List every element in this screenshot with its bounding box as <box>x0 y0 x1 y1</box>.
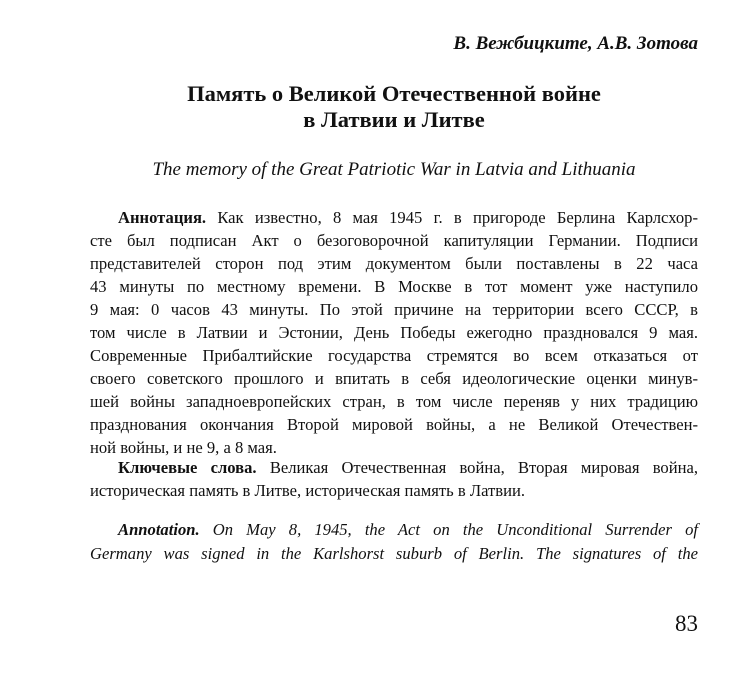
page-number: 83 <box>675 611 698 636</box>
abstract-russian-line: представителей сторон под этим документом были поставлены в 22 часа <box>90 254 698 273</box>
journal-page <box>90 0 698 684</box>
abstract-russian-line: шей войны западноевропейских стран, в том числе переняв у них традицию <box>90 392 698 411</box>
article-title <box>90 81 698 133</box>
abstract-russian-line: 43 минуты по местному времени. В Москве в тот момент уже наступило <box>90 277 698 296</box>
abstract-english-label: Annotation. <box>118 520 200 539</box>
abstract-russian-line: своего советского прошлого и впитать в себя идеологические оценки минув- <box>90 369 698 388</box>
keywords-first-line-text: Великая Отечественная война, Вторая мировая война, <box>256 458 698 477</box>
article-title-line-2: в Латвии и Литве <box>303 107 485 132</box>
abstract-russian-line: сте был подписан Акт о безоговорочной капитуляции Германии. Подписи <box>90 231 698 250</box>
abstract-russian-line: том числе в Латвии и Эстонии, День Победы ежегодно праздновался 9 мая. <box>90 323 698 342</box>
keywords-line: историческая память в Литве, историческая память в Латвии. <box>90 481 526 500</box>
keywords-line <box>90 456 698 479</box>
abstract-russian-line: ной войны, и не 9, а 8 мая. <box>90 438 277 457</box>
keywords-paragraph <box>90 456 698 502</box>
abstract-english-line: Germany was signed in the Karlshorst suburb of Berlin. The signatures of the <box>90 544 698 563</box>
abstract-russian-line <box>90 206 698 229</box>
article-title-line-1: Память о Великой Отечественной войне <box>187 81 601 106</box>
abstract-russian <box>90 206 698 459</box>
abstract-english-first-line-text: On May 8, 1945, the Act on the Unconditional Surrender of <box>199 520 698 539</box>
running-header-authors: В. Вежбицките, А.В. Зотова <box>453 33 698 54</box>
abstract-russian-line: празднования окончания Второй мировой войны, а не Великой Отечествен- <box>90 415 698 434</box>
abstract-russian-first-line-text: Как известно, 8 мая 1945 г. в пригороде Берлина Карлсхор- <box>206 208 698 227</box>
abstract-russian-line: Современные Прибалтийские государства стремятся во всем отказаться от <box>90 346 698 365</box>
keywords-label: Ключевые слова. <box>118 458 257 477</box>
abstract-english-line <box>90 518 698 542</box>
abstract-russian-line: 9 мая: 0 часов 43 минуты. По этой причине на территории всего СССР, в <box>90 300 698 319</box>
article-title-english: The memory of the Great Patriotic War in Latvia and Lithuania <box>152 159 636 180</box>
abstract-english <box>90 518 698 566</box>
abstract-russian-label: Аннотация. <box>118 208 207 227</box>
